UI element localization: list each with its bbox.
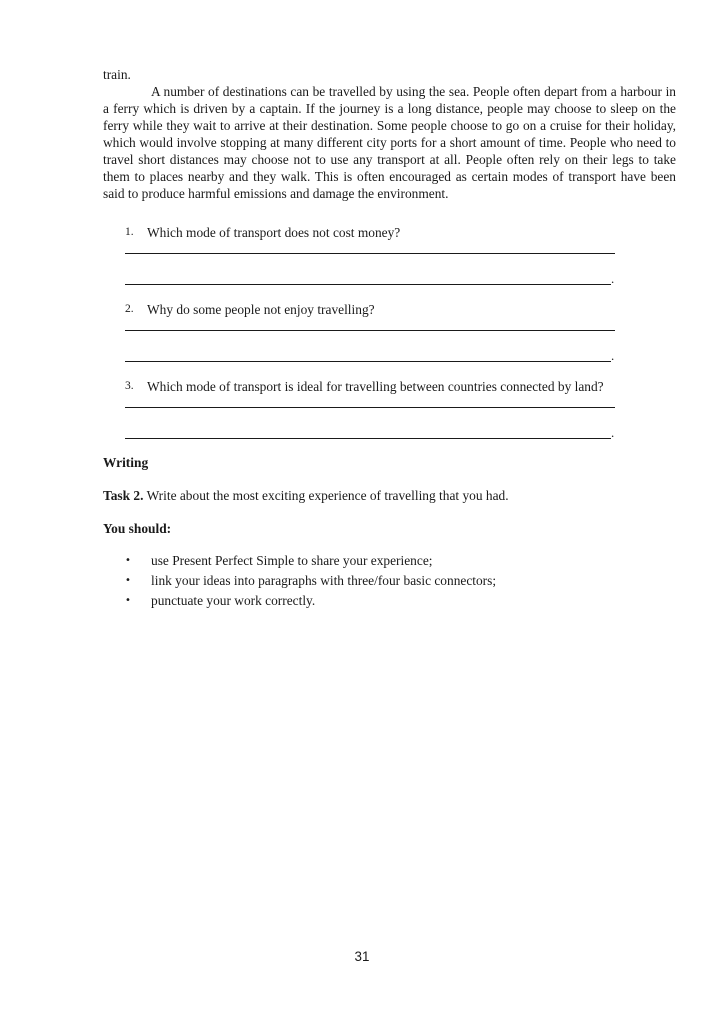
answer-line — [125, 272, 615, 285]
answer-line — [125, 318, 615, 331]
page-number: 31 — [354, 949, 370, 964]
answer-end-mark: . — [611, 425, 615, 440]
bullet-icon: • — [125, 575, 131, 586]
question-text: Which mode of transport does not cost money? — [147, 225, 401, 240]
requirements-list — [103, 551, 676, 611]
question-item — [103, 378, 676, 439]
task-label: Task 2. — [103, 488, 144, 503]
answer-line — [125, 426, 615, 439]
question-text: Which mode of transport is ideal for travelling between countries connected by land? — [147, 379, 604, 394]
continued-text: train. — [103, 67, 131, 82]
answer-line — [125, 349, 615, 362]
section-heading: Writing — [103, 455, 149, 470]
list-item — [103, 571, 676, 591]
bullet-icon: • — [125, 595, 131, 606]
list-item-text: use Present Perfect Simple to share your experience; — [151, 553, 433, 568]
task-instruction — [103, 488, 676, 504]
question-number: 3. — [125, 380, 134, 392]
answer-line — [125, 395, 615, 408]
question-text: Why do some people not enjoy travelling? — [147, 302, 375, 317]
list-item-text: link your ideas into paragraphs with three/four basic connectors; — [151, 573, 497, 588]
answer-end-mark: . — [611, 348, 615, 363]
list-item — [103, 551, 676, 571]
comprehension-questions — [103, 224, 676, 439]
question-item — [103, 224, 676, 285]
task-text: Write about the most exciting experience of travelling that you had. — [146, 488, 509, 503]
bullet-icon: • — [125, 555, 131, 566]
reading-paragraph: A number of destinations can be travelled by using the sea. People often depart from a harbour in a ferry which is driven by a captain. If the journey is a long distance, people may choose to sleep on the ferry while they wait to arrive at their destination. Some people choose to go on a cruise for their holiday, which would involve stopping at many different city ports for a short amount of time. People who need to travel short distances may choose not to use any transport at all. People often rely on their legs to take them to places nearby and they walk. This is often encouraged as certain modes of transport have been said to produce harmful emissions and damage the environment. — [103, 84, 676, 201]
answer-end-mark: . — [611, 271, 615, 286]
list-item — [103, 591, 676, 611]
list-item-text: punctuate your work correctly. — [151, 593, 316, 608]
question-item — [103, 301, 676, 362]
worksheet-page — [103, 66, 676, 611]
question-number: 1. — [125, 226, 134, 238]
answer-line — [125, 241, 615, 254]
should-heading: You should: — [103, 521, 172, 536]
question-number: 2. — [125, 303, 134, 315]
